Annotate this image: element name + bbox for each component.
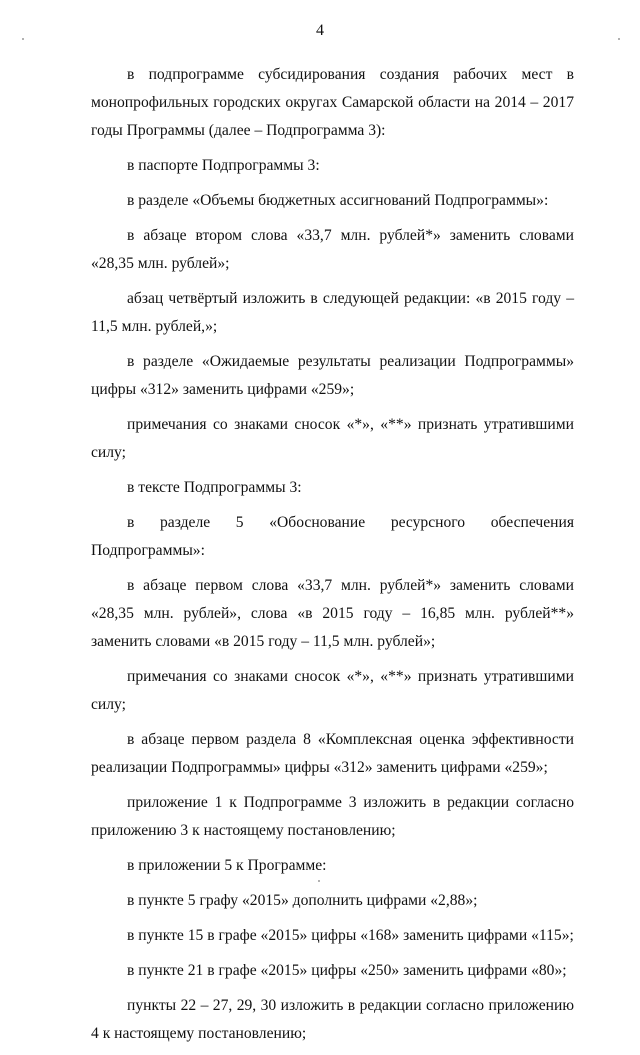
paragraph-second-abzac: в абзаце втором слова «33,7 млн. рублей*» заменить словами «28,35 млн. рублей»; [91, 227, 574, 272]
scan-speck [618, 38, 620, 40]
paragraph-section-5: в разделе 5 «Обоснование ресурсного обеспечения Подпрограммы»: [91, 514, 574, 559]
paragraph-section-8: в абзаце первом раздела 8 «Комплексная оценка эффективности реализации Подпрограммы» цифры «312» заменить цифрами «259»; [91, 731, 574, 776]
paragraph-first-abzac-amounts: в абзаце первом слова «33,7 млн. рублей*» заменить словами «28,35 млн. рублей», слова «в 2015 году – 16,85 млн. рублей**» заменить словами «в 2015 году – 11,5 млн. рублей»; [91, 577, 574, 650]
paragraph-subprogram-text: в тексте Подпрограммы 3: [127, 479, 302, 496]
paragraph-expected-results: в разделе «Ожидаемые результаты реализации Подпрограммы» цифры «312» заменить цифрами «259»; [91, 353, 574, 398]
paragraph-appendix-1: приложение 1 к Подпрограмме 3 изложить в редакции согласно приложению 3 к настоящему постановлению; [91, 794, 574, 839]
scan-speck [22, 38, 24, 40]
document-body [91, 61, 574, 1055]
paragraph-fourth-abzac: абзац четвёртый изложить в следующей редакции: «в 2015 году – 11,5 млн. рублей,»; [91, 290, 574, 335]
scan-speck [318, 880, 320, 882]
paragraph-footnotes-void-1: примечания со знаками сносок «*», «**» признать утратившими силу; [91, 416, 574, 461]
paragraph-subprogram-3-intro: в подпрограмме субсидирования создания рабочих мест в монопрофильных городских округах Самарской области на 2014 – 2017 годы Программы (далее – Подпрограмма 3): [91, 66, 574, 139]
paragraph-point-21: в пункте 21 в графе «2015» цифры «250» заменить цифрами «80»; [127, 962, 567, 979]
paragraph-point-5: в пункте 5 графу «2015» дополнить цифрами «2,88»; [127, 892, 478, 909]
paragraph-point-15: в пункте 15 в графе «2015» цифры «168» заменить цифрами «115»; [127, 927, 574, 944]
paragraph-passport: в паспорте Подпрограммы 3: [127, 157, 320, 174]
paragraph-footnotes-void-2: примечания со знаками сносок «*», «**» признать утратившими силу; [91, 668, 574, 713]
paragraph-appendix-5: в приложении 5 к Программе: [127, 857, 327, 874]
page-number: 4 [316, 22, 324, 39]
paragraph-budget-section: в разделе «Объемы бюджетных ассигнований Подпрограммы»: [127, 192, 549, 209]
paragraph-points-22-30: пункты 22 – 27, 29, 30 изложить в редакции согласно приложению 4 к настоящему постановлению; [91, 997, 574, 1042]
